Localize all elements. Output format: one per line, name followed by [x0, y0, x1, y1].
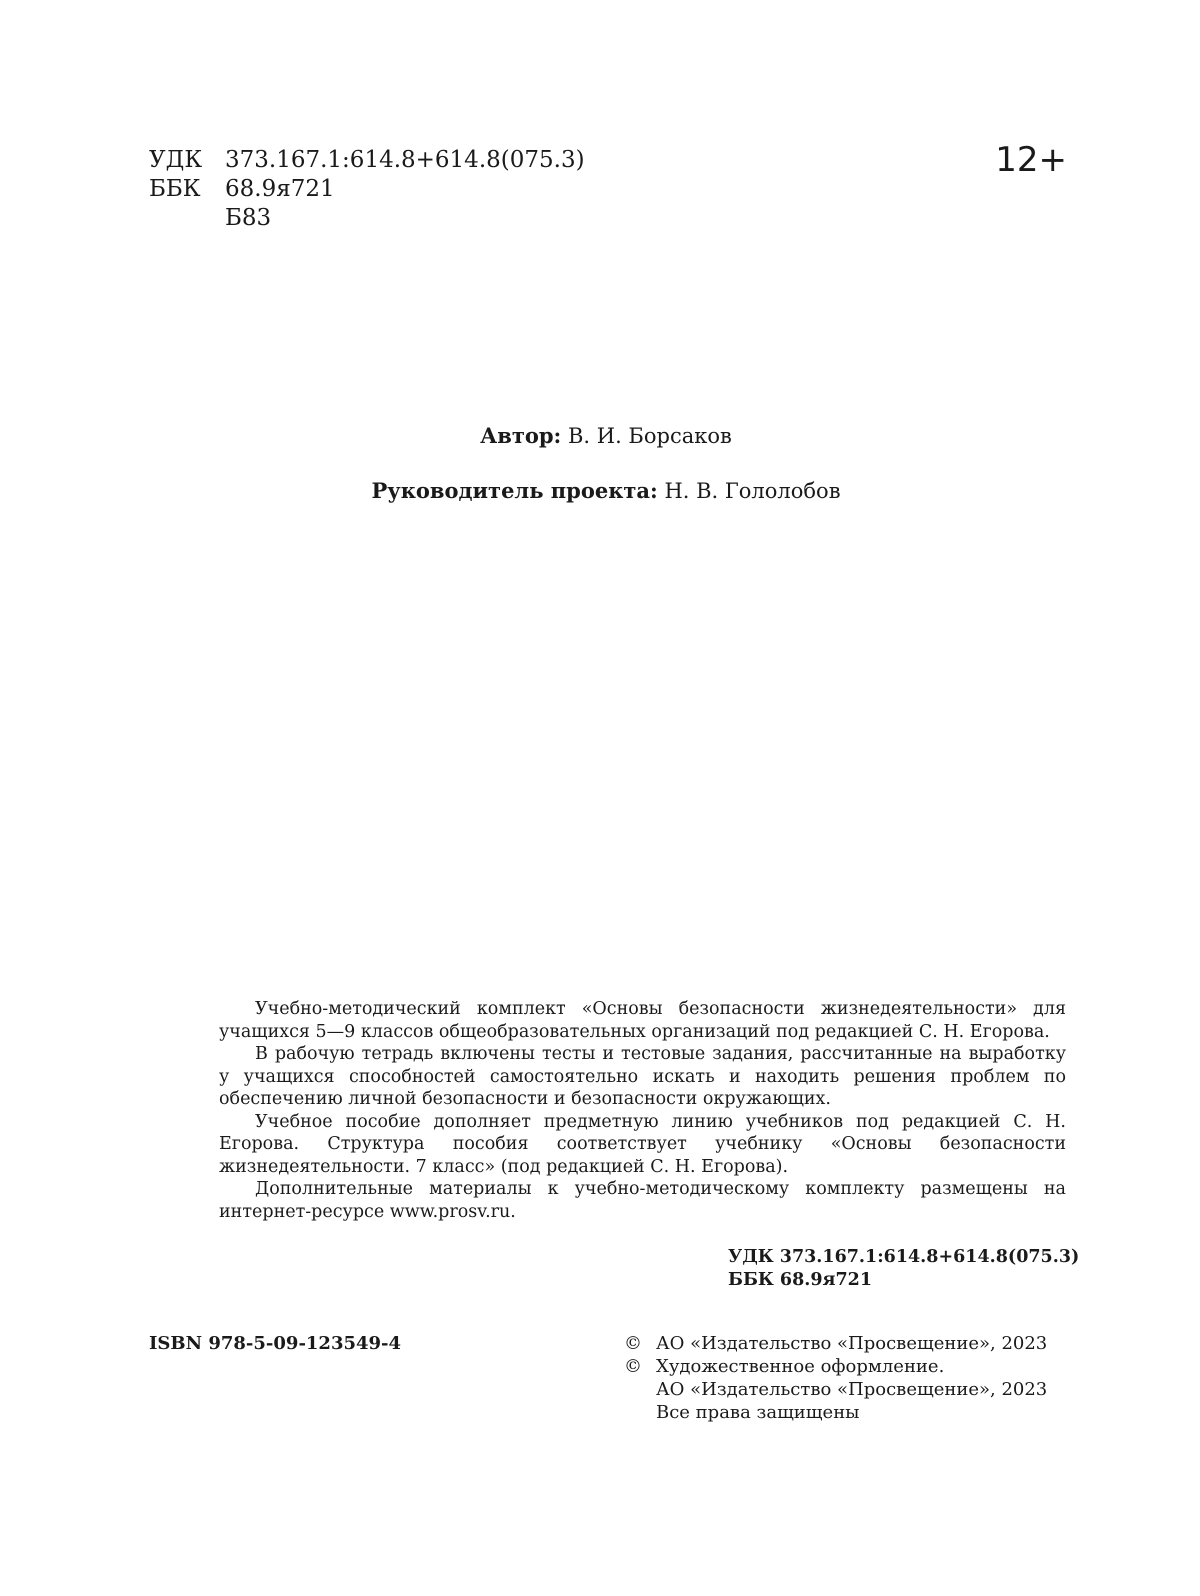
project-manager-credit [6, 478, 1200, 503]
copyright-line [624, 1332, 1047, 1355]
annotation-paragraph: Учебно-методический комплект «Основы безопасности жизнедеятельности» для учащихся 5—9 классов общеобразовательных организаций под редакцией С. Н. Егорова. [219, 999, 1066, 1042]
annotation-paragraph: Дополнительные материалы к учебно-методическому комплекту размещены на интернет-ресурсе www.prosv.ru. [219, 1179, 1066, 1222]
bbk-label: ББК [149, 176, 201, 202]
copyright-publisher: АО «Издательство «Просвещение», 2023 [656, 1333, 1048, 1354]
author-name: В. И. Борсаков [561, 424, 732, 448]
age-rating: 12+ [995, 140, 1067, 180]
annotation-udk: УДК 373.167.1:614.8+614.8(075.3) [728, 1247, 1080, 1267]
author-mark-row [149, 204, 585, 233]
udk-value: 373.167.1:614.8+614.8(075.3) [225, 147, 585, 173]
annotation-codes [728, 1246, 1079, 1292]
copyright-block [624, 1332, 1047, 1424]
copyright-art-publisher: АО «Издательство «Просвещение», 2023 [656, 1379, 1048, 1400]
classification-codes [149, 146, 585, 233]
bbk-row [149, 175, 585, 204]
udk-row [149, 146, 585, 175]
bbk-value: 68.9я721 [225, 176, 335, 202]
rights-reserved: Все права защищены [656, 1402, 860, 1423]
udk-label: УДК [149, 147, 203, 173]
author-label: Автор: [480, 423, 562, 448]
copyright-art: Художественное оформление. [656, 1356, 945, 1377]
annotation-paragraph: В рабочую тетрадь включены тесты и тестовые задания, рассчитанные на выработку у учащихся способностей самостоятельно искать и находить решения проблем по обеспечению личной безопасности и безопасности окружающих. [219, 1044, 1066, 1109]
author-credit [6, 423, 1200, 448]
annotation-paragraph: Учебное пособие дополняет предметную линию учебников под редакцией С. Н. Егорова. Структура пособия соответствует учебнику «Основы безопасности жизнедеятельности. 7 класс» (под редакцией С. Н. Егорова). [219, 1111, 1066, 1177]
copyright-line [624, 1355, 1047, 1378]
copyright-line [624, 1378, 1047, 1401]
project-manager-name: Н. В. Гололобов [657, 479, 841, 503]
isbn: ISBN 978-5-09-123549-4 [149, 1333, 402, 1354]
copyright-line [624, 1401, 1047, 1424]
annotation [219, 998, 1066, 1223]
annotation-bbk: ББК 68.9я721 [728, 1270, 872, 1290]
project-manager-label: Руководитель проекта: [371, 478, 658, 503]
copyright-icon: © [624, 1356, 642, 1377]
author-mark: Б83 [225, 205, 272, 231]
copyright-icon: © [624, 1333, 642, 1354]
